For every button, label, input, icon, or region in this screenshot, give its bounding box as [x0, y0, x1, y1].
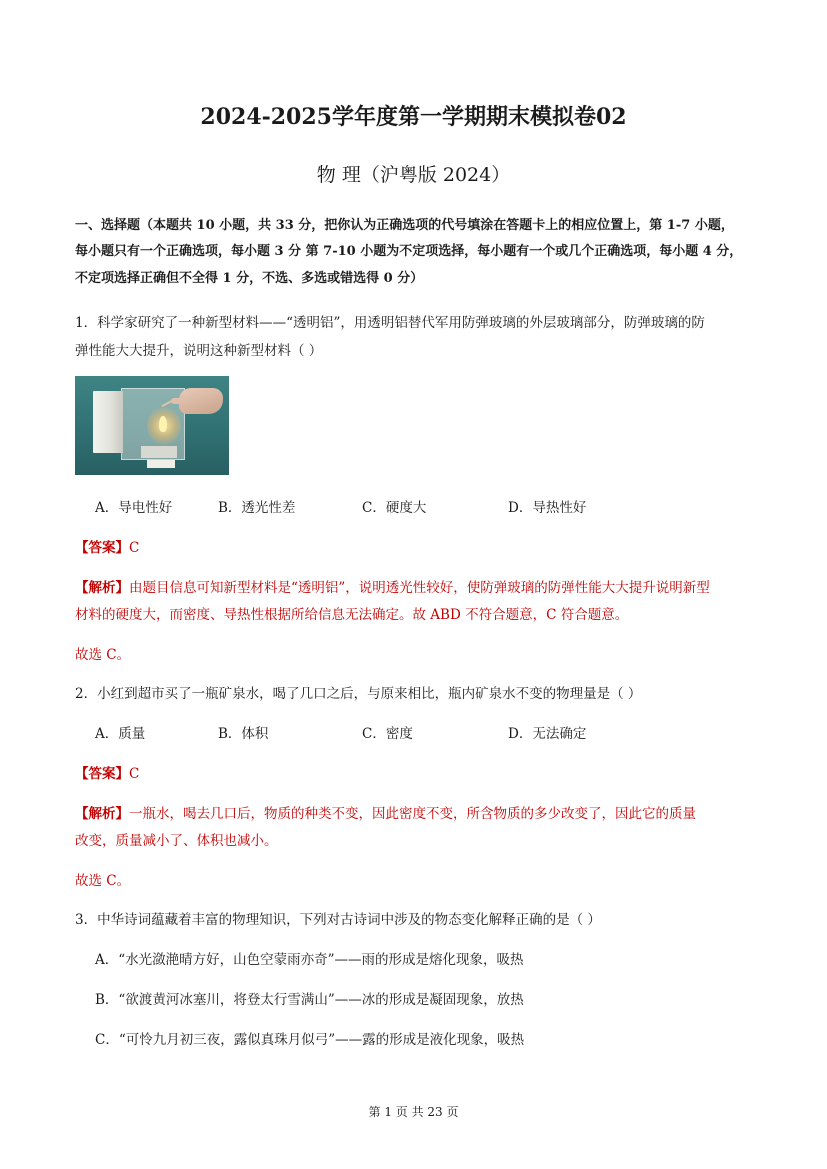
transparent-aluminum-photo — [75, 376, 229, 475]
question-1-option-d: D．导热性好 — [508, 500, 587, 516]
question-2-explanation-line-2: 改变，质量减小了、体积也减小。 — [75, 833, 278, 849]
question-1-option-c: C．硬度大 — [362, 500, 427, 516]
white-block-shape — [93, 391, 123, 453]
flame-shape — [159, 416, 167, 432]
explanation-text: 由题目信息可知新型材料是“透明铝”，说明透光性较好，使防弹玻璃的防弹性能大大提升说明新型 — [129, 580, 710, 596]
stand-base-shape — [141, 446, 177, 458]
page-title: 2024-2025学年度第一学期期末模拟卷02 — [200, 104, 627, 130]
answer-value: C — [129, 540, 140, 556]
hand-shape — [179, 388, 223, 414]
question-2-option-c: C．密度 — [362, 726, 413, 742]
answer-tag: 【答案】 — [75, 766, 129, 782]
question-2-conclusion: 故选 C。 — [75, 873, 131, 889]
question-2-stem: 2．小红到超市买了一瓶矿泉水，喝了几口之后，与原来相比，瓶内矿泉水不变的物理量是（ ） — [75, 686, 642, 702]
page-subtitle: 物 理（沪粤版 2024） — [316, 164, 511, 186]
section-heading-line-2: 每小题只有一个正确选项，每小题 3 分 第 7-10 小题为不定项选择，每小题有一个或几个正确选项，每小题 4 分， — [75, 244, 743, 259]
question-1-explanation-line-1 — [75, 576, 710, 596]
question-3-option-a: A．“水光潋滟晴方好，山色空蒙雨亦奇”——雨的形成是熔化现象，吸热 — [95, 952, 524, 968]
question-2-option-b: B．体积 — [218, 726, 269, 742]
question-1-option-b: B．透光性差 — [218, 500, 296, 516]
question-3-option-c: C．“可怜九月初三夜，露似真珠月似弓”——露的形成是液化现象，吸热 — [95, 1032, 525, 1048]
question-3-stem: 3．中华诗词蕴藏着丰富的物理知识，下列对古诗词中涉及的物态变化解释正确的是（ ） — [75, 912, 601, 928]
explanation-tag: 【解析】 — [75, 806, 129, 822]
question-2-explanation-line-1 — [75, 802, 696, 822]
question-2-answer — [75, 762, 139, 782]
stand-label-shape — [147, 460, 175, 468]
section-heading-line-3: 不定项选择正确但不全得 1 分，不选、多选或错选得 0 分） — [75, 271, 424, 286]
question-2-option-a: A．质量 — [95, 726, 146, 742]
section-heading-line-1: 一、选择题（本题共 10 小题，共 33 分，把你认为正确选项的代号填涂在答题卡上的相应位置上，第 1-7 小题， — [75, 218, 734, 233]
explanation-tag: 【解析】 — [75, 580, 129, 596]
question-1-option-a: A．导电性好 — [95, 500, 173, 516]
answer-value: C — [129, 766, 140, 782]
question-1-conclusion: 故选 C。 — [75, 647, 131, 663]
question-2-option-d: D．无法确定 — [508, 726, 587, 742]
question-1-stem-line-1: 1．科学家研究了一种新型材料——“透明铝”，用透明铝替代军用防弹玻璃的外层玻璃部分，防弹玻璃的防 — [75, 315, 705, 331]
question-1-explanation-line-2: 材料的硬度大，而密度、导热性根据所给信息无法确定。故 ABD 不符合题意，C 符合题意。 — [75, 607, 629, 623]
explanation-text: 一瓶水，喝去几口后，物质的种类不变，因此密度不变，所含物质的多少改变了，因此它的质量 — [129, 806, 696, 822]
question-1-answer — [75, 536, 139, 556]
page-footer: 第 1 页 共 23 页 — [368, 1105, 459, 1119]
answer-tag: 【答案】 — [75, 540, 129, 556]
question-3-option-b: B．“欲渡黄河冰塞川，将登太行雪满山”——冰的形成是凝固现象，放热 — [95, 992, 524, 1008]
question-1-stem-line-2: 弹性能大大提升，说明这种新型材料（ ） — [75, 343, 323, 359]
